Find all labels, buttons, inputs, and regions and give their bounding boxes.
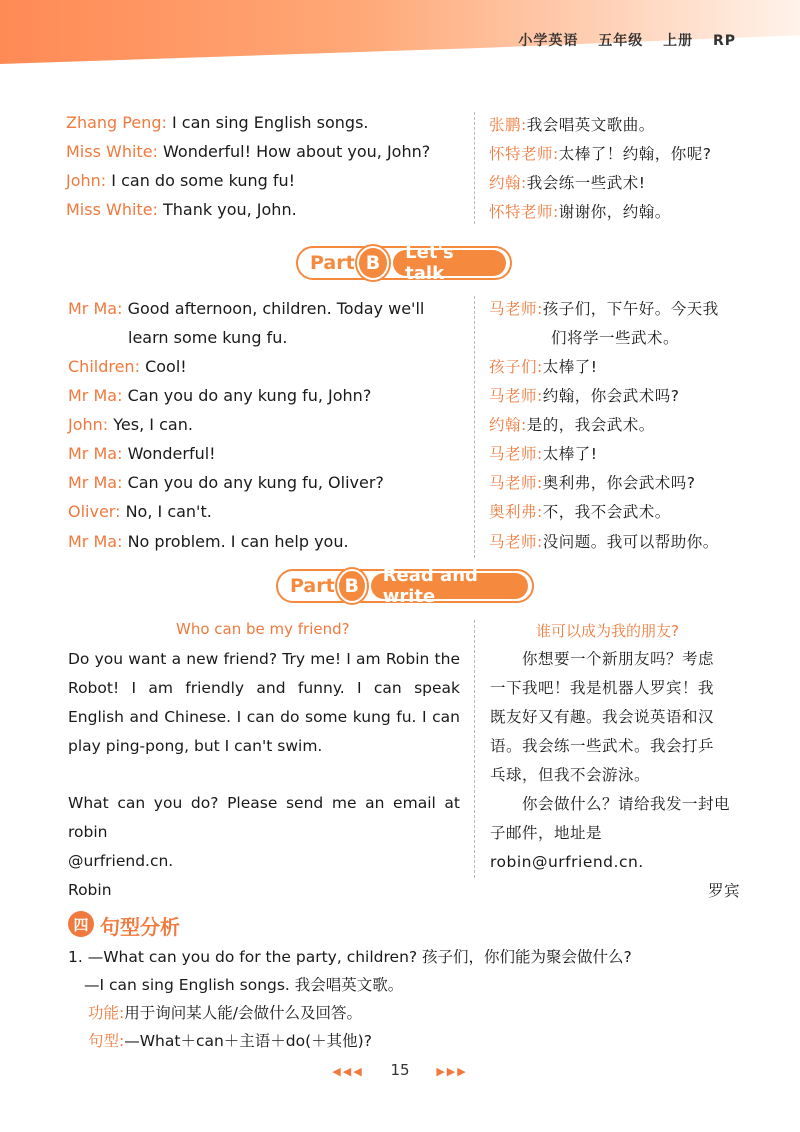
- dialogue-text: Wonderful! How about you, John?: [163, 142, 431, 161]
- translation-line: [489, 297, 719, 321]
- analysis-answer: —I can sing English songs. 我会唱英文歌。: [84, 976, 404, 994]
- analysis-function: [88, 999, 362, 1027]
- dialogue-line: [66, 111, 369, 135]
- dialogue-text: Can you do any kung fu, Oliver?: [127, 473, 384, 492]
- translation-line: [489, 200, 671, 224]
- cn-speaker: 马老师:: [489, 533, 543, 551]
- passage-signature: 罗宾: [707, 882, 740, 900]
- banner-letter-badge: B: [339, 571, 365, 601]
- dialogue-text: I can do some kung fu!: [111, 171, 296, 190]
- banner-letter-badge: B: [359, 248, 387, 278]
- analysis-question: 1. —What can you do for the party, children? 孩子们，你们能为聚会做什么?: [68, 948, 632, 966]
- cn-speaker: 马老师:: [489, 474, 543, 492]
- translation-line: [489, 442, 597, 466]
- header-volume: 上册: [663, 33, 694, 49]
- cn-text: 太棒了!: [542, 358, 598, 376]
- passage-signature: Robin: [68, 881, 112, 899]
- dialogue-text: Good afternoon, children. Today we'll: [127, 299, 425, 318]
- translation-line: [489, 142, 711, 166]
- passage-title-cn: 谁可以成为我的朋友?: [536, 622, 679, 640]
- translation-line: [489, 355, 597, 379]
- speaker-name: Miss White:: [66, 200, 158, 219]
- translation-line: [551, 326, 679, 350]
- pattern-label: 句型:: [88, 1032, 125, 1050]
- cn-text: 我会练一些武术!: [526, 174, 646, 192]
- translation-line: [489, 384, 679, 408]
- page-footer: [0, 1061, 800, 1079]
- cn-text: 们将学一些武术。: [551, 329, 680, 347]
- right-arrows-icon: ▶▶▶: [436, 1065, 468, 1078]
- passage-line: @urfriend.cn.: [68, 852, 174, 870]
- speaker-name: Miss White:: [66, 142, 158, 161]
- speaker-name: Children:: [68, 357, 140, 376]
- section-number-badge: 四: [68, 911, 94, 937]
- speaker-name: John:: [66, 171, 107, 190]
- passage-line: 乓球，但我不会游泳。: [490, 766, 651, 784]
- cn-text: 奥利弗，你会武术吗?: [542, 474, 696, 492]
- dialogue-line: [68, 471, 384, 495]
- header-info: [518, 30, 736, 50]
- lets-talk-banner: [296, 242, 512, 284]
- column-divider: [474, 620, 475, 878]
- dialogue-line: [66, 140, 430, 164]
- column-divider: [474, 112, 475, 224]
- column-divider: [474, 296, 475, 558]
- dialogue-line: [68, 500, 212, 524]
- passage-line: Robot! I am friendly and funny. I can speak: [68, 679, 460, 697]
- dialogue-line: [68, 384, 371, 408]
- dialogue-text: I can sing English songs.: [172, 113, 369, 132]
- speaker-name: Mr Ma:: [68, 386, 123, 405]
- dialogue-text: No problem. I can help you.: [127, 532, 349, 551]
- speaker-name: Zhang Peng:: [66, 113, 167, 132]
- dialogue-line: [68, 297, 424, 321]
- speaker-name: Oliver:: [68, 502, 121, 521]
- dialogue-line: [68, 442, 216, 466]
- translation-line: [489, 500, 671, 524]
- passage-en-closing: [68, 789, 460, 905]
- speaker-name: Mr Ma:: [68, 444, 123, 463]
- header-subject: 小学英语: [518, 33, 579, 49]
- banner-title: Let's talk: [393, 250, 506, 276]
- passage-line: play ping-pong, but I can't swim.: [68, 737, 323, 755]
- dialogue-line: [68, 413, 193, 437]
- cn-speaker: 孩子们:: [489, 358, 543, 376]
- speaker-name: Mr Ma:: [68, 473, 123, 492]
- dialogue-text: Yes, I can.: [113, 415, 193, 434]
- cn-text: 是的，我会武术。: [526, 416, 655, 434]
- cn-text: 我会唱英文歌曲。: [526, 116, 655, 134]
- function-label: 功能:: [88, 1004, 125, 1022]
- page-number: 15: [390, 1061, 410, 1079]
- banner-title: Read and write: [371, 573, 528, 599]
- header-grade: 五年级: [598, 33, 644, 49]
- dialogue-text: Wonderful!: [127, 444, 216, 463]
- dialogue-text: Can you do any kung fu, John?: [127, 386, 372, 405]
- speaker-name: Mr Ma:: [68, 532, 123, 551]
- passage-line: 既友好又有趣。我会说英语和汉: [490, 708, 715, 726]
- pattern-text: —What＋can＋主语＋do(＋其他)?: [124, 1032, 372, 1050]
- cn-text: 太棒了!: [542, 445, 598, 463]
- dialogue-line: [66, 198, 297, 222]
- cn-text: 不，我不会武术。: [542, 503, 671, 521]
- passage-title-en: Who can be my friend?: [176, 620, 350, 638]
- cn-speaker: 奥利弗:: [489, 503, 543, 521]
- cn-speaker: 怀特老师:: [489, 203, 559, 221]
- passage-line: 你会做什么？请给我发一封电: [490, 795, 731, 813]
- cn-speaker: 怀特老师:: [489, 145, 559, 163]
- read-and-write-banner: [276, 565, 534, 607]
- passage-line: What can you do? Please send me an email at robin: [68, 794, 460, 841]
- dialogue-text: Thank you, John.: [163, 200, 297, 219]
- passage-line: 子邮件，地址是 robin@urfriend.cn.: [490, 824, 644, 871]
- dialogue-line: [68, 355, 187, 379]
- passage-cn: [490, 645, 740, 906]
- translation-line: [489, 413, 655, 437]
- cn-speaker: 马老师:: [489, 300, 543, 318]
- dialogue-line: [66, 169, 295, 193]
- banner-part-label: Part: [310, 252, 355, 274]
- passage-en: [68, 645, 460, 761]
- section-heading: 句型分析: [100, 915, 180, 939]
- banner-part-label: Part: [290, 575, 335, 597]
- cn-speaker: 马老师:: [489, 445, 543, 463]
- dialogue-text: Cool!: [145, 357, 187, 376]
- header-edition: RP: [712, 33, 736, 49]
- passage-line: 一下我吧！我是机器人罗宾！我: [490, 679, 715, 697]
- translation-line: [489, 530, 719, 554]
- passage-line: Do you want a new friend? Try me! I am Robin the: [68, 650, 460, 668]
- dialogue-text: No, I can't.: [125, 502, 212, 521]
- cn-speaker: 约翰:: [489, 416, 527, 434]
- dialogue-text: learn some kung fu.: [128, 328, 288, 347]
- cn-speaker: 马老师:: [489, 387, 543, 405]
- analysis-pattern: [88, 1027, 372, 1055]
- cn-text: 谢谢你，约翰。: [558, 203, 671, 221]
- passage-line: 语。我会练一些武术。我会打乒: [490, 737, 715, 755]
- translation-line: [489, 171, 645, 195]
- speaker-name: Mr Ma:: [68, 299, 123, 318]
- translation-line: [489, 113, 655, 137]
- cn-text: 孩子们，下午好。今天我: [542, 300, 719, 318]
- cn-text: 约翰，你会武术吗?: [542, 387, 680, 405]
- cn-speaker: 约翰:: [489, 174, 527, 192]
- dialogue-line: [68, 530, 349, 554]
- function-text: 用于询问某人能/会做什么及回答。: [124, 1004, 362, 1022]
- dialogue-line: [128, 326, 287, 350]
- cn-text: 太棒了！约翰，你呢?: [558, 145, 712, 163]
- left-arrows-icon: ◀◀◀: [332, 1065, 364, 1078]
- translation-line: [489, 471, 695, 495]
- cn-speaker: 张鹏:: [489, 116, 527, 134]
- speaker-name: John:: [68, 415, 109, 434]
- passage-line: 你想要一个新朋友吗？考虑: [490, 650, 715, 668]
- cn-text: 没问题。我可以帮助你。: [542, 533, 719, 551]
- passage-line: English and Chinese. I can do some kung fu. I can: [68, 708, 460, 726]
